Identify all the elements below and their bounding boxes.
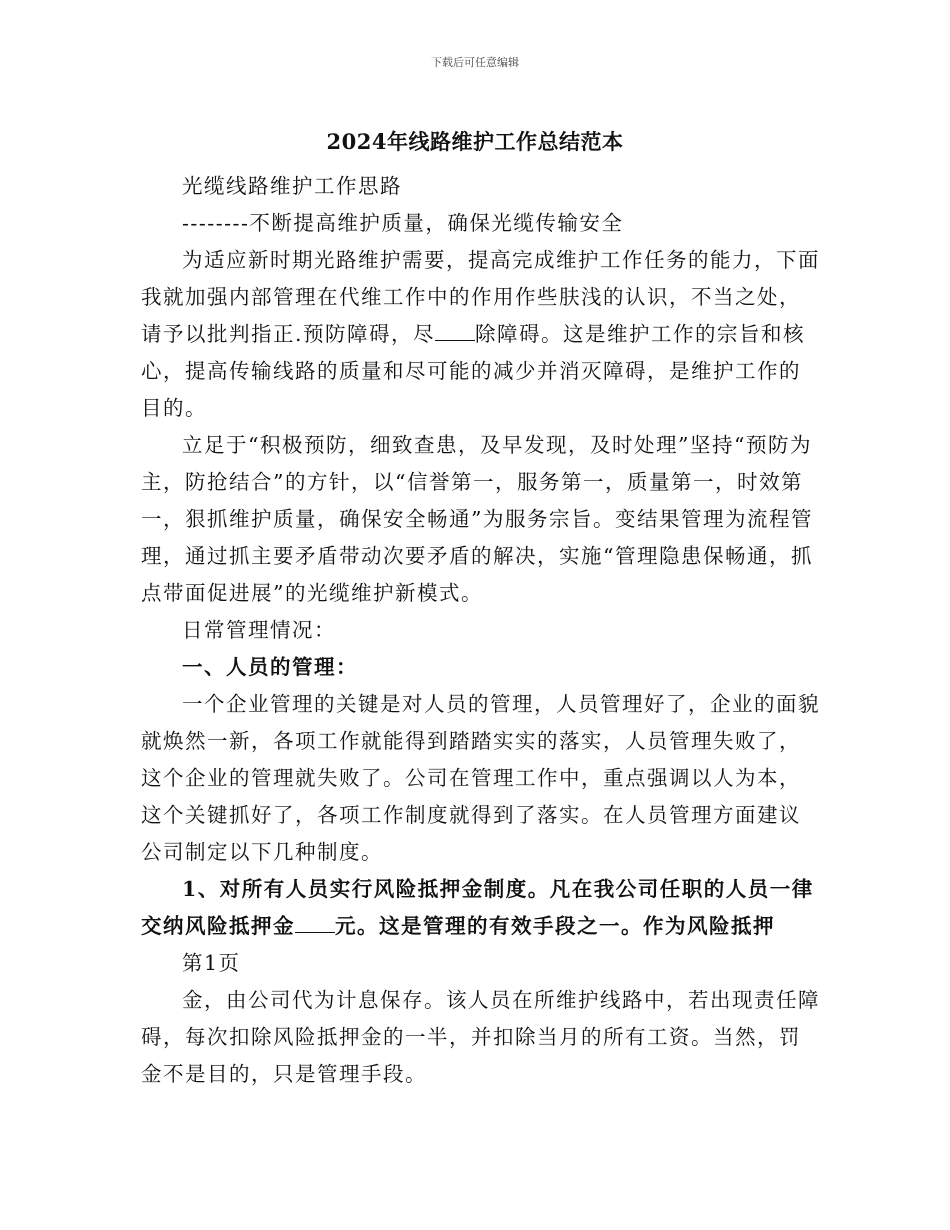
- document-title: 2024年线路维护工作总结范本: [326, 129, 624, 154]
- paragraph-principles: 立足于“积极预防，细致查患，及早发现，及时处理”坚持“预防为主，防抢结合”的方针，以“信誉第一，服务第一，质量第一，时效第一，狠抓维护质量，确保安全畅通”为服务宗旨。变结果管理为流程管理，通过抓主要矛盾带动次要矛盾的解决，实施“管理隐患保畅通，抓点带面促进展”的光缆维护新模式。: [141, 433, 813, 605]
- paragraph-intro-part2: 除障碍。这是维护工作的宗旨和核心，提高传输线路的质量和尽可能的减少并消灭障碍，是维护工作的目的。: [141, 322, 806, 420]
- page-header-note: 下载后可任意编辑: [431, 56, 519, 69]
- document-body: [141, 168, 821, 1093]
- paragraph-daily-management: 日常管理情况：: [182, 618, 336, 642]
- paragraph-deposit-part1: 1、对所有人员实行风险抵押金制度。凡在我公司任职的人员一律交纳风险抵押金: [141, 877, 814, 938]
- paragraph-deposit-continued: 金，由公司代为计息保存。该人员在所维护线路中，若出现责任障碍，每次扣除风险抵押金的一半，并扣除当月的所有工资。当然，罚金不是目的，只是管理手段。: [141, 988, 820, 1086]
- fill-blank: [295, 914, 335, 933]
- page-number: 第1页: [182, 951, 241, 975]
- fill-blank: [435, 322, 475, 341]
- section-heading-personnel: 一、人员的管理：: [182, 655, 358, 679]
- paragraph-subtitle: --------不断提高维护质量，确保光缆传输安全: [182, 211, 624, 235]
- paragraph-personnel: 一个企业管理的关键是对人员的管理，人员管理好了，企业的面貌就焕然一新，各项工作就能得到踏踏实实的落实，人员管理失败了，这个企业的管理就失败了。公司在管理工作中，重点强调以人为本，这个关键抓好了，各项工作制度就得到了落实。在人员管理方面建议公司制定以下几种制度。: [141, 692, 820, 864]
- paragraph-intro: [141, 242, 821, 427]
- paragraph-heading-approach: 光缆线路维护工作思路: [182, 174, 402, 198]
- paragraph-deposit-rule: [141, 871, 821, 945]
- paragraph-intro-part1: 为适应新时期光路维护需要，提高完成维护工作任务的能力，下面我就加强内部管理在代维工作中的作用作些肤浅的认识，不当之处，请予以批判指正.预防障碍，尽: [141, 248, 820, 346]
- paragraph-deposit-part2: 元。这是管理的有效手段之一。作为风险抵押: [335, 914, 775, 938]
